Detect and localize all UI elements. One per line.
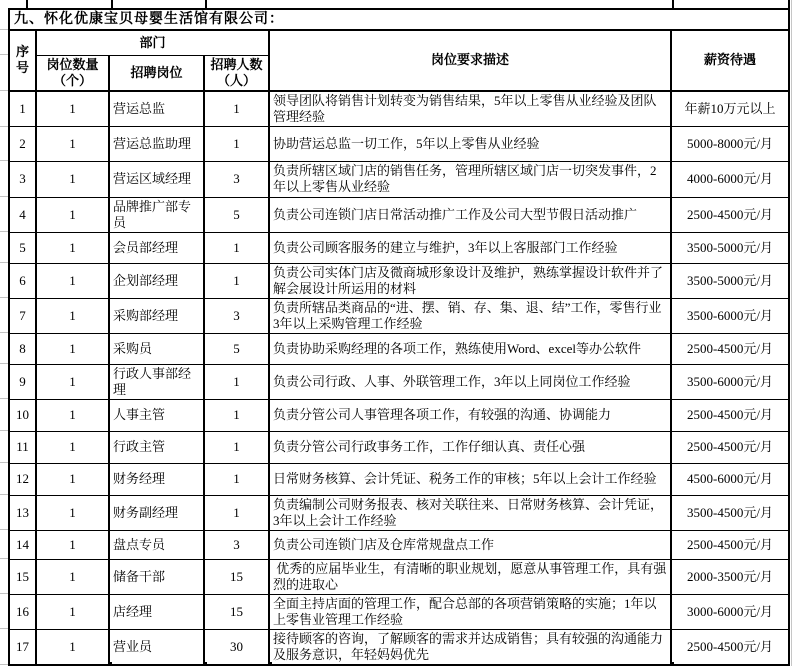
cell-position-qty: 1 (36, 399, 109, 431)
cell-position-qty: 1 (36, 126, 109, 161)
sheet-gridline (0, 54, 8, 55)
grid-stub (205, 662, 207, 666)
cell-serial: 11 (9, 431, 36, 463)
table-row (9, 30, 789, 55)
cell-position-qty: 1 (36, 364, 109, 399)
col-header-serial: 序号 (9, 30, 36, 91)
cell-serial: 16 (9, 594, 36, 629)
cell-position-qty: 1 (36, 431, 109, 463)
table-row (9, 91, 789, 127)
cell-headcount: 15 (204, 594, 269, 629)
cell-salary: 2500-4500元/月 (671, 431, 789, 463)
table-row (9, 530, 789, 559)
cell-headcount: 1 (204, 126, 269, 161)
sheet-gridline (0, 297, 8, 298)
cell-salary: 3500-5000元/月 (671, 263, 789, 298)
cell-description: 负责协助采购经理的各项工作，熟练使用Word、excel等办公软件 (269, 333, 671, 364)
cell-description: 负责编制公司财务报表、核对关联往来、日常财务核算、会计凭证，3年以上会计工作经验 (269, 495, 671, 530)
cell-headcount: 1 (204, 364, 269, 399)
cell-description: 负责公司连锁门店日常活动推广工作及公司大型节假日活动推广 (269, 197, 671, 232)
cell-description: 全面主持店面的管理工作，配合总部的各项营销策略的实施；1年以上零售业管理工作经验 (269, 594, 671, 629)
table-row (9, 126, 789, 161)
cell-serial: 10 (9, 399, 36, 431)
cell-description: 负责公司行政、人事、外联管理工作，3年以上同岗位工作经验 (269, 364, 671, 399)
cell-description: 优秀的应届毕业生，有清晰的职业规划，愿意从事管理工作，具有强烈的进取心 (269, 559, 671, 594)
cell-job-title: 盘点专员 (109, 530, 204, 559)
sheet-gridline (0, 664, 8, 665)
cell-headcount: 30 (204, 629, 269, 665)
cell-description: 协助营运总监一切工作，5年以上零售从业经验 (269, 126, 671, 161)
cell-position-qty: 1 (36, 298, 109, 333)
cell-description: 日常财务核算、会计凭证、税务工作的审核；5年以上会计工作经验 (269, 463, 671, 495)
cell-position-qty: 1 (36, 530, 109, 559)
cell-salary: 2500-4500元/月 (671, 399, 789, 431)
table-row (9, 161, 789, 197)
cell-description: 负责分管公司行政事务工作，工作仔细认真、责任心强 (269, 431, 671, 463)
cell-headcount: 15 (204, 559, 269, 594)
cell-serial: 3 (9, 161, 36, 197)
cell-position-qty: 1 (36, 91, 109, 127)
cell-serial: 8 (9, 333, 36, 364)
cell-headcount: 1 (204, 263, 269, 298)
grid-stub (26, 0, 28, 8)
sheet-gridline (0, 430, 8, 431)
sheet-gridline (0, 29, 8, 30)
cell-salary: 2500-4500元/月 (671, 333, 789, 364)
cell-description: 负责分管公司人事管理各项工作，有较强的沟通、协调能力 (269, 399, 671, 431)
cell-description: 负责公司连锁门店及仓库常规盘点工作 (269, 530, 671, 559)
cell-description: 领导团队将销售计划转变为销售结果，5年以上零售从业经验及团队管理经验 (269, 91, 671, 127)
grid-stub (788, 662, 790, 666)
section-title: 九、怀化优康宝贝母婴生活馆有限公司： (9, 9, 789, 30)
cell-salary: 2000-3500元/月 (671, 559, 789, 594)
cell-headcount: 1 (204, 232, 269, 263)
table-row (9, 333, 789, 364)
cell-serial: 9 (9, 364, 36, 399)
cell-position-qty: 1 (36, 629, 109, 665)
table-row (9, 431, 789, 463)
table-row (9, 399, 789, 431)
cell-position-qty: 1 (36, 559, 109, 594)
cell-description: 接待顾客的咨询，了解顾客的需求并达成销售；具有较强的沟通能力及服务意识，年轻妈妈优先 (269, 629, 671, 665)
col-header-position-qty: 岗位数量（个） (36, 55, 109, 91)
cell-job-title: 营运区域经理 (109, 161, 204, 197)
col-header-department: 部门 (36, 30, 269, 55)
cell-headcount: 3 (204, 161, 269, 197)
cell-serial: 13 (9, 495, 36, 530)
cell-headcount: 1 (204, 431, 269, 463)
sheet-gridline (0, 558, 8, 559)
sheet-gridline (0, 628, 8, 629)
cell-headcount: 3 (204, 530, 269, 559)
cell-position-qty: 1 (36, 161, 109, 197)
cell-description: 负责所辖品类商品的“进、摆、销、存、集、退、结”工作，零售行业3年以上采购管理工作经验 (269, 298, 671, 333)
sheet-gridline (0, 398, 8, 399)
cell-salary: 4500-6000元/月 (671, 463, 789, 495)
grid-stub (110, 662, 112, 666)
cell-salary: 3500-6000元/月 (671, 364, 789, 399)
cell-job-title: 采购员 (109, 333, 204, 364)
cell-description: 负责公司顾客服务的建立与维护，3年以上客服部门工作经验 (269, 232, 671, 263)
cell-salary: 2500-4500元/月 (671, 197, 789, 232)
col-header-salary: 薪资待遇 (671, 30, 789, 91)
cell-job-title: 财务副经理 (109, 495, 204, 530)
table-row (9, 197, 789, 232)
sheet-gridline (0, 529, 8, 530)
table-row (9, 495, 789, 530)
grid-stub (205, 0, 207, 8)
grid-stub (8, 662, 10, 666)
cell-position-qty: 1 (36, 263, 109, 298)
cell-job-title: 品牌推广部专员 (109, 197, 204, 232)
cell-job-title: 营业员 (109, 629, 204, 665)
cell-serial: 2 (9, 126, 36, 161)
cell-position-qty: 1 (36, 197, 109, 232)
table-row (9, 364, 789, 399)
cell-headcount: 1 (204, 495, 269, 530)
cell-salary: 4000-6000元/月 (671, 161, 789, 197)
cell-job-title: 储备干部 (109, 559, 204, 594)
cell-description: 负责公司实体门店及微商城形象设计及维护，熟练掌握设计软件并了解会展设计所运用的材料 (269, 263, 671, 298)
cell-job-title: 会员部经理 (109, 232, 204, 263)
cell-headcount: 5 (204, 197, 269, 232)
col-header-job: 招聘岗位 (109, 55, 204, 91)
grid-stub (35, 662, 37, 666)
cell-headcount: 1 (204, 91, 269, 127)
sheet-gridline (791, 0, 792, 666)
cell-position-qty: 1 (36, 333, 109, 364)
cell-description: 负责所辖区域门店的销售任务，管理所辖区域门店一切突发事件，2年以上零售从业经验 (269, 161, 671, 197)
cell-job-title: 财务经理 (109, 463, 204, 495)
grid-stub (672, 0, 674, 8)
sheet-gridline (0, 332, 8, 333)
sheet-gridline (0, 462, 8, 463)
cell-position-qty: 1 (36, 463, 109, 495)
cell-serial: 12 (9, 463, 36, 495)
cell-position-qty: 1 (36, 594, 109, 629)
cell-job-title: 营运总监助理 (109, 126, 204, 161)
col-header-description: 岗位要求描述 (269, 30, 671, 91)
col-header-headcount: 招聘人数（人） (204, 55, 269, 91)
cell-salary: 3000-6000元/月 (671, 594, 789, 629)
grid-stub (270, 662, 272, 666)
grid-stub (111, 0, 113, 8)
cell-job-title: 采购部经理 (109, 298, 204, 333)
cell-serial: 5 (9, 232, 36, 263)
cell-job-title: 行政主管 (109, 431, 204, 463)
cell-job-title: 营运总监 (109, 91, 204, 127)
table-row (9, 232, 789, 263)
cell-headcount: 5 (204, 333, 269, 364)
cell-job-title: 人事主管 (109, 399, 204, 431)
table-row (9, 463, 789, 495)
cell-headcount: 1 (204, 463, 269, 495)
sheet-gridline (0, 231, 8, 232)
cell-salary: 3500-4500元/月 (671, 495, 789, 530)
grid-stub (672, 662, 674, 666)
cell-position-qty: 1 (36, 495, 109, 530)
table-row (9, 629, 789, 665)
cell-serial: 15 (9, 559, 36, 594)
sheet-gridline (0, 196, 8, 197)
table-row (9, 559, 789, 594)
table-row (9, 298, 789, 333)
cell-salary: 3500-6000元/月 (671, 298, 789, 333)
table-row (9, 594, 789, 629)
cell-serial: 7 (9, 298, 36, 333)
cell-salary: 3500-5000元/月 (671, 232, 789, 263)
sheet-gridline (0, 494, 8, 495)
cell-serial: 14 (9, 530, 36, 559)
cell-headcount: 3 (204, 298, 269, 333)
sheet-gridline (0, 363, 8, 364)
grid-stub (788, 0, 790, 8)
cell-job-title: 企划部经理 (109, 263, 204, 298)
sheet-gridline (0, 593, 8, 594)
sheet-gridline (0, 160, 8, 161)
cell-salary: 2500-4500元/月 (671, 530, 789, 559)
sheet-gridline (0, 90, 8, 91)
cell-serial: 6 (9, 263, 36, 298)
recruitment-table (8, 8, 790, 666)
cell-salary: 5000-8000元/月 (671, 126, 789, 161)
table-row (9, 9, 789, 30)
cell-job-title: 行政人事部经理 (109, 364, 204, 399)
cell-serial: 17 (9, 629, 36, 665)
sheet-gridline (0, 126, 8, 127)
cell-serial: 4 (9, 197, 36, 232)
cell-salary: 2500-4500元/月 (671, 629, 789, 665)
cell-position-qty: 1 (36, 232, 109, 263)
cell-headcount: 1 (204, 399, 269, 431)
cell-salary: 年薪10万元以上 (671, 91, 789, 127)
sheet-gridline (0, 262, 8, 263)
cell-job-title: 店经理 (109, 594, 204, 629)
table-row (9, 263, 789, 298)
cell-serial: 1 (9, 91, 36, 127)
